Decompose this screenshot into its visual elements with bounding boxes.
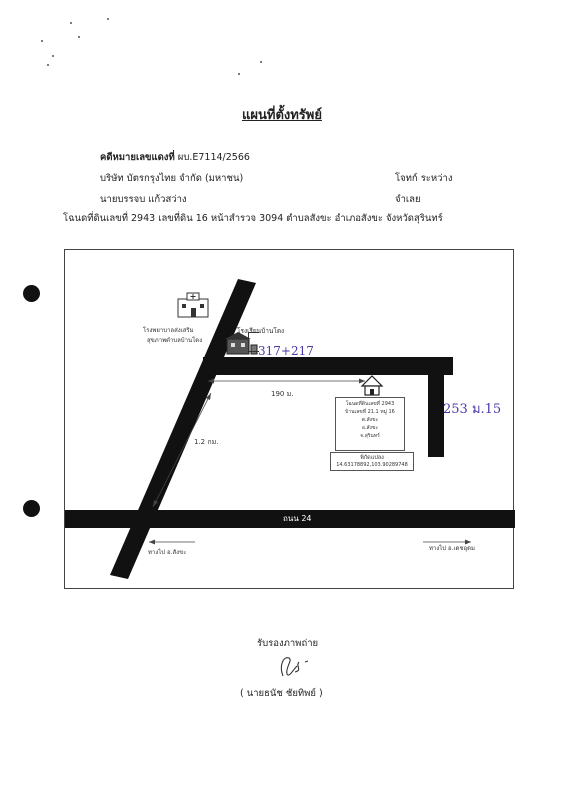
signature-mark <box>273 652 313 680</box>
coordinates-value: 14.63178892,103.90289748 <box>336 462 408 468</box>
scan-speck <box>107 18 109 20</box>
location-map <box>64 249 514 589</box>
punch-hole <box>23 285 40 302</box>
scan-speck <box>52 55 54 57</box>
right-direction-label: ทางไป อ.เดชอุดม <box>429 545 475 552</box>
school-label: โรงเรียนบ้านโดง <box>237 327 285 335</box>
house-icon <box>362 376 382 395</box>
defendant: นายบรรจบ แก้วสว่าง <box>100 194 187 205</box>
diagonal-road <box>110 279 256 579</box>
vertical-road <box>428 375 444 457</box>
case-number: ผบ.E7114/2566 <box>177 152 250 163</box>
handwritten-distance: 253 ม.15 <box>443 402 502 417</box>
case-label: คดีหมายเลขแดงที่ <box>100 152 175 163</box>
case-line <box>100 150 250 165</box>
handwritten-school-number: 317+217 <box>258 344 314 358</box>
property-line: ต.สังขะ <box>361 417 379 423</box>
property-line: บ้านเลขที่ 21.1 หมู่ 16 <box>345 409 395 415</box>
side-road <box>203 357 453 375</box>
plaintiff-role: โจทก์ ระหว่าง <box>395 173 453 184</box>
scan-speck <box>238 73 240 75</box>
plaintiff: บริษัท บัตรกรุงไทย จำกัด (มหาชน) <box>100 173 244 184</box>
property-line: จ.สุรินทร์ <box>360 433 380 439</box>
scan-speck <box>70 22 72 24</box>
road-label: ถนน 24 <box>283 514 312 523</box>
dimension-arrow <box>359 379 365 384</box>
scan-speck <box>260 61 262 63</box>
hospital-icon <box>178 293 208 317</box>
distance-190-label: 190 ม. <box>271 390 294 398</box>
defendant-role: จำเลย <box>395 194 421 205</box>
hospital-label-2: สุขภาพตำบลบ้านโดง <box>147 337 203 344</box>
scan-speck <box>41 40 43 42</box>
map-drawing <box>65 250 515 590</box>
hospital-label-1: โรงพยาบาลส่งเสริม <box>143 327 194 334</box>
property-line: โฉนดที่ดินเลขที่ 2943 <box>345 401 395 407</box>
coordinates-title: พิกัดแปลง <box>360 455 384 461</box>
arrow-head-left <box>149 540 155 545</box>
punch-hole <box>23 500 40 517</box>
certify-label: รับรองภาพถ่าย <box>257 638 319 649</box>
scan-speck <box>47 64 49 66</box>
property-line: อ.สังขะ <box>361 425 379 431</box>
deed-line: โฉนดที่ดินเลขที่ 2943 เลขที่ดิน 16 หน้าสำรวจ 3094 ตำบลสังขะ อำเภอสังขะ จังหวัดสุรินทร์ <box>63 213 443 224</box>
scan-speck <box>78 36 80 38</box>
page-title: แผนที่ตั้งทรัพย์ <box>242 108 322 123</box>
distance-1200-label: 1.2 กม. <box>194 438 219 446</box>
signer-name: ( นายธนัช ชัยทิพย์ ) <box>240 688 323 699</box>
left-direction-label: ทางไป อ.สังขะ <box>148 549 187 556</box>
property-info-box <box>335 397 405 451</box>
coordinates-box <box>330 452 414 471</box>
